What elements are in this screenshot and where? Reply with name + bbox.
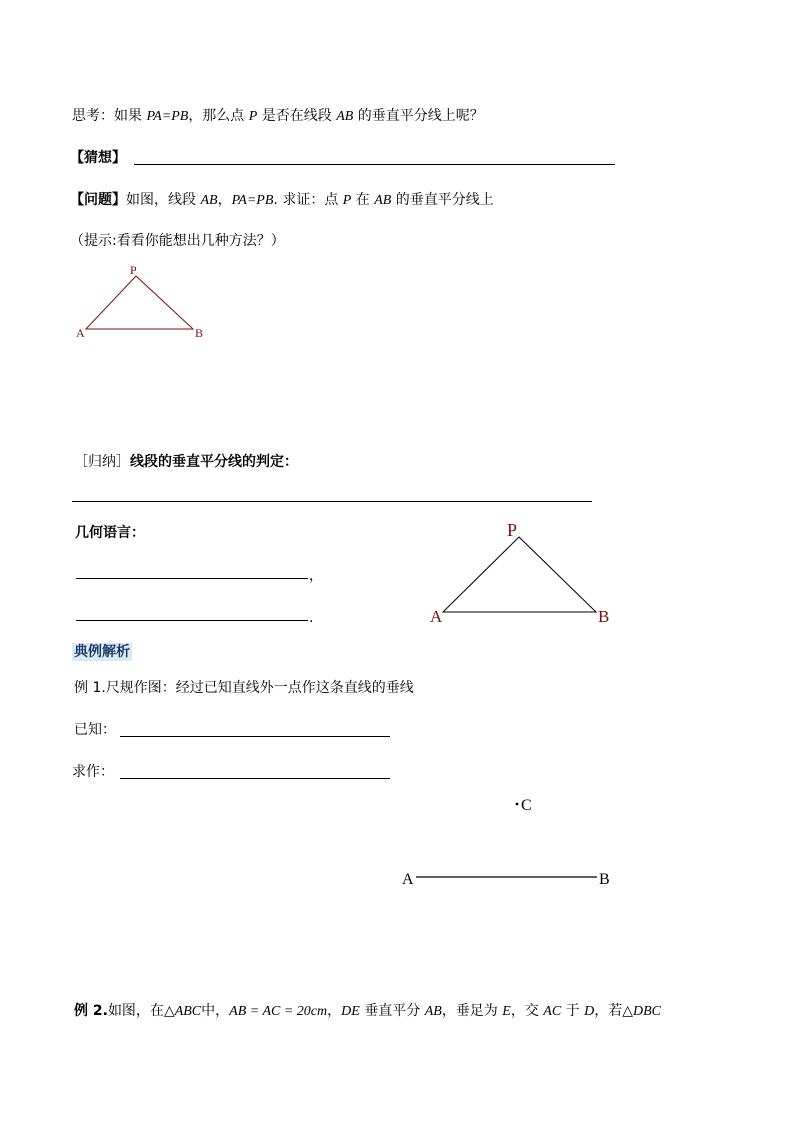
example-1-known-label: 已知： [74,722,116,738]
example-1-known-line[interactable] [120,736,390,737]
vertex-label-b-large: B [598,607,610,626]
vertex-label-p: P [130,263,137,277]
vertex-label-a: A [76,326,85,340]
point-label-b: B [599,871,610,888]
point-label-a: A [402,871,414,888]
point-label-c: C [521,797,532,814]
triangle-pab-small [86,276,193,329]
geometry-answer-line-1[interactable] [76,578,308,579]
vertex-label-p-large: P [507,520,518,540]
geometry-language-label: 几何语言： [75,525,145,541]
summary-heading: ［归纳］线段的垂直平分线的判定： [74,454,298,470]
example-1-make-label: 求作： [72,764,114,780]
example-1-make-line[interactable] [120,778,390,779]
vertex-label-a-large: A [430,607,443,626]
guess-label: 【猜想】 [70,150,126,166]
triangle-pab-large [443,537,596,612]
example-2-statement: 例 2.如图，在△ABC中，AB = AC = 20cm，DE 垂直平分 AB，垂足为 E，交 AC 于 D，若△DBC [74,1003,661,1019]
guess-answer-line[interactable] [134,164,615,165]
example-1-statement: 例 1.尺规作图：经过已知直线外一点作这条直线的垂线 [74,680,414,696]
vertex-label-b: B [195,326,204,340]
summary-answer-line[interactable] [72,501,592,502]
point-c-dot [516,803,519,806]
geometry-line-1-punct: ， [309,568,323,584]
hint-text: （提示:看看你能想出几种方法？） [70,233,285,249]
geometry-line-2-punct: . [309,610,314,626]
section-title: 典例解析 [74,644,130,660]
problem-statement: 【问题】如图，线段 AB，PA=PB. 求证：点 P 在 AB 的垂直平分线上 [70,192,494,208]
geometry-answer-line-2[interactable] [76,620,308,621]
think-question: 思考：如果 PA=PB，那么点 P 是否在线段 AB 的垂直平分线上呢？ [72,108,484,124]
